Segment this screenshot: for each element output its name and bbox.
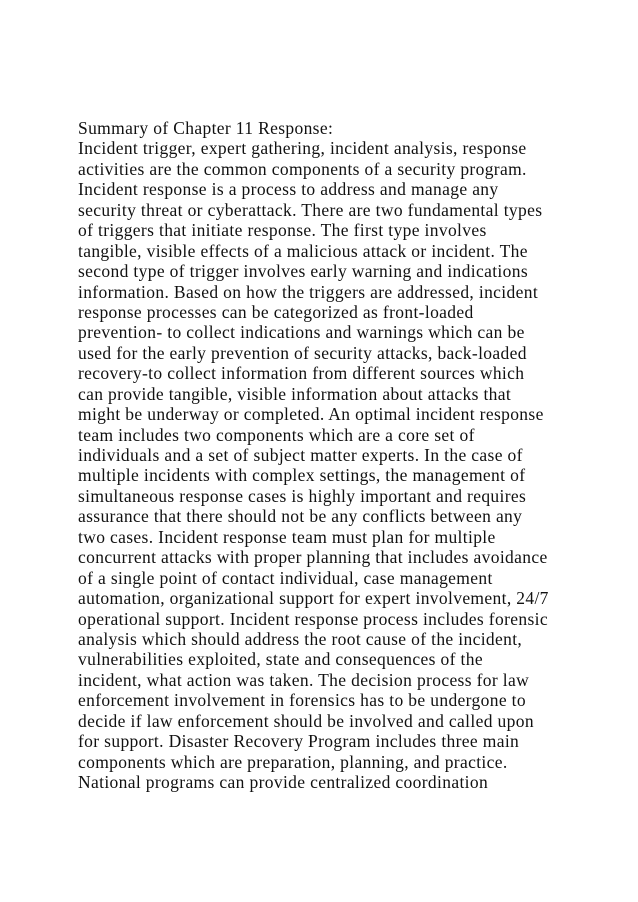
body-line: multiple incidents with complex settings, the management of: [78, 465, 526, 486]
body-line: can provide tangible, visible information about attacks that: [78, 383, 512, 404]
body-line: Incident response is a process to address and manage any: [78, 179, 499, 200]
body-line: vulnerabilities exploited, state and consequences of the: [78, 649, 483, 670]
body-line: decide if law enforcement should be involved and called upon: [78, 710, 534, 731]
body-line: team includes two components which are a core set of: [78, 424, 475, 445]
body-line: enforcement involvement in forensics has to be undergone to: [78, 690, 526, 711]
body-line: simultaneous response cases is highly important and requires: [78, 485, 527, 506]
document-heading: Summary of Chapter 11 Response:: [78, 118, 334, 138]
body-line: individuals and a set of subject matter experts. In the case of: [78, 445, 523, 465]
body-line: National programs can provide centralized coordination: [78, 772, 489, 792]
body-line: components which are preparation, planning, and practice.: [78, 751, 508, 772]
body-line: tangible, visible effects of a malicious attack or incident. The: [78, 240, 528, 261]
body-line: security threat or cyberattack. There are two fundamental types: [78, 199, 543, 220]
body-line: concurrent attacks with proper planning that includes avoidance: [78, 547, 548, 568]
body-line: two cases. Incident response team must plan for multiple: [78, 526, 496, 547]
body-line: incident, what action was taken. The decision process for law: [78, 669, 530, 690]
body-line: of a single point of contact individual, case management: [78, 567, 493, 588]
body-line: Incident trigger, expert gathering, incident analysis, response: [78, 138, 527, 159]
body-line: prevention- to collect indications and warnings which can be: [78, 322, 525, 343]
body-line: automation, organizational support for expert involvement, 24/7: [78, 588, 549, 609]
document-body: [78, 118, 598, 792]
body-line: analysis which should address the root cause of the incident,: [78, 628, 523, 649]
body-line: for support. Disaster Recovery Program includes three main: [78, 731, 520, 752]
body-line: response processes can be categorized as front-loaded: [78, 301, 474, 322]
body-line: information. Based on how the triggers are addressed, incident: [78, 281, 539, 302]
body-line: operational support. Incident response process includes forensic: [78, 608, 548, 629]
body-line: recovery-to collect information from different sources which: [78, 363, 525, 384]
body-line: used for the early prevention of security attacks, back-loaded: [78, 342, 527, 363]
body-line: assurance that there should not be any conflicts between any: [78, 506, 523, 527]
body-line: second type of trigger involves early warning and indications: [78, 261, 528, 282]
body-line: might be underway or completed. An optimal incident response: [78, 404, 544, 425]
body-line: of triggers that initiate response. The first type involves: [78, 220, 487, 241]
body-line: activities are the common components of a security program.: [78, 158, 527, 179]
